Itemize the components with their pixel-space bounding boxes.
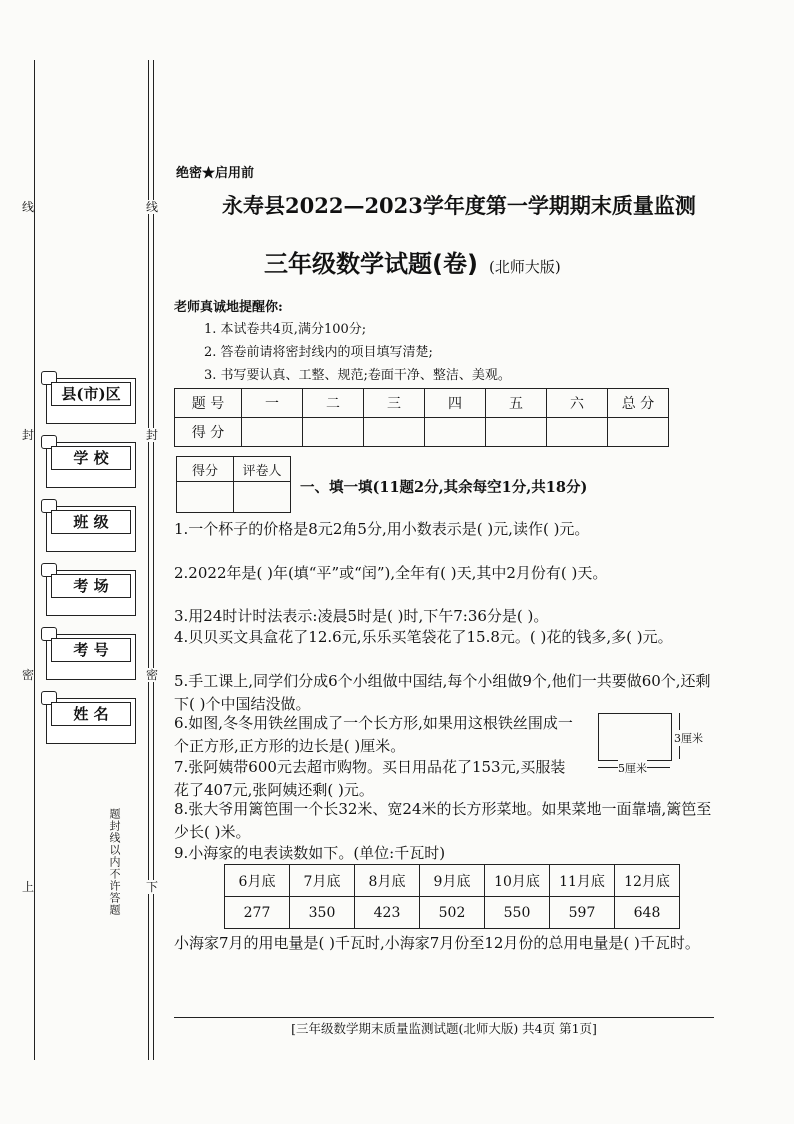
meter-reading-cell: 350 [290, 897, 355, 929]
note-2: 2. 答卷前请将密封线内的项目填写清楚; [204, 345, 433, 360]
binding-char-outer-1: 线 [22, 200, 35, 214]
grader-header-row [177, 457, 291, 482]
grader-input-row [177, 482, 291, 513]
width-label: 5厘米 [618, 762, 647, 775]
score-header-cell: 题 号 [175, 389, 242, 418]
score-row-label: 得 分 [175, 418, 242, 447]
binding-char-outer-4: 上 [22, 880, 35, 894]
note-1: 1. 本试卷共4页,满分100分; [204, 322, 367, 337]
binding-char-inner-3: 密 [146, 668, 159, 682]
score-cell[interactable] [547, 418, 608, 447]
score-cell[interactable] [242, 418, 303, 447]
question-5: 5.手工课上,同学们分成6个小组做中国结,每个小组做9个,他们一共要做60个,还剩下( )个中国结没做。 [174, 672, 711, 713]
exam-number-label: 考 号 [51, 638, 131, 662]
grader-name-cell[interactable] [234, 482, 291, 513]
meter-table [224, 864, 680, 929]
meter-month-cell: 11月底 [550, 865, 615, 897]
exam-room-label: 考 场 [51, 574, 131, 598]
question-4: 4.贝贝买文具盒花了12.6元,乐乐买笔袋花了15.8元。( )花的钱多,多( )元。 [174, 628, 673, 646]
question-1: 1.一个杯子的价格是8元2角5分,用小数表示是( )元,读作( )元。 [174, 520, 590, 538]
binding-char-inner-2: 封 [146, 428, 159, 442]
score-cell[interactable] [608, 418, 669, 447]
meter-reading-row [225, 897, 680, 929]
name-field[interactable] [46, 698, 136, 744]
score-header-cell: 五 [486, 389, 547, 418]
exam-subtitle-row [264, 244, 561, 279]
binding-char-outer-2: 封 [22, 428, 35, 442]
county-field[interactable] [46, 378, 136, 424]
grader-table [176, 456, 291, 513]
meter-month-cell: 7月底 [290, 865, 355, 897]
score-table-header-row [175, 389, 669, 418]
meter-reading-cell: 597 [550, 897, 615, 929]
county-label: 县(市)区 [51, 382, 131, 406]
score-header-cell: 总 分 [608, 389, 669, 418]
meter-reading-cell: 502 [420, 897, 485, 929]
exam-title: 永寿县2022—2023学年度第一学期期末质量监测 [222, 193, 696, 218]
score-cell[interactable] [364, 418, 425, 447]
grader-score-label: 得分 [177, 457, 234, 482]
meter-reading-cell: 277 [225, 897, 290, 929]
question-9-followup: 小海家7月的用电量是( )千瓦时,小海家7月份至12月份的总用电量是( )千瓦时。 [174, 934, 700, 952]
school-field[interactable] [46, 442, 136, 488]
class-field[interactable] [46, 506, 136, 552]
score-cell[interactable] [303, 418, 364, 447]
score-cell[interactable] [425, 418, 486, 447]
notes-heading: 老师真诚地提醒你: [174, 300, 283, 315]
grader-name-label: 评卷人 [234, 457, 291, 482]
score-header-cell: 二 [303, 389, 364, 418]
score-cell[interactable] [486, 418, 547, 447]
class-label: 班 级 [51, 510, 131, 534]
note-3: 3. 书写要认真、工整、规范;卷面干净、整洁、美观。 [204, 368, 511, 383]
score-header-cell: 六 [547, 389, 608, 418]
binding-char-inner-1: 线 [146, 200, 159, 214]
question-2: 2.2022年是( )年(填“平”或“闰”),全年有( )天,其中2月份有( )天。 [174, 564, 608, 582]
meter-reading-cell: 423 [355, 897, 420, 929]
question-6: 6.如图,冬冬用铁丝围成了一个长方形,如果用这根铁丝围成一个正方形,正方形的边长是( )厘米。 [174, 714, 573, 755]
meter-reading-cell: 550 [485, 897, 550, 929]
binding-char-inner-4: 下 [146, 880, 159, 894]
rectangle-figure [598, 713, 672, 761]
exam-edition: (北师大版) [489, 258, 561, 276]
score-header-cell: 一 [242, 389, 303, 418]
binding-warning: 题封线以内不许答题 [108, 808, 121, 916]
binding-char-outer-3: 密 [22, 668, 35, 682]
exam-room-field[interactable] [46, 570, 136, 616]
page-footer: [三年级数学期末质量监测试题(北师大版) 共4页 第1页] [174, 1017, 714, 1040]
meter-month-cell: 12月底 [615, 865, 680, 897]
height-label: 3厘米 [674, 732, 703, 745]
section-1-title: 一、填一填(11题2分,其余每空1分,共18分) [300, 479, 588, 496]
name-label: 姓 名 [51, 702, 131, 726]
meter-month-cell: 6月底 [225, 865, 290, 897]
school-label: 学 校 [51, 446, 131, 470]
score-header-cell: 三 [364, 389, 425, 418]
meter-month-cell: 8月底 [355, 865, 420, 897]
confidential-mark: 绝密★启用前 [176, 166, 255, 181]
exam-number-field[interactable] [46, 634, 136, 680]
question-9: 9.小海家的电表读数如下。(单位:千瓦时) [174, 844, 446, 862]
question-3: 3.用24时计时法表示:凌晨5时是( )时,下午7:36分是( )。 [174, 607, 549, 625]
meter-month-cell: 10月底 [485, 865, 550, 897]
grader-score-cell[interactable] [177, 482, 234, 513]
meter-reading-cell: 648 [615, 897, 680, 929]
score-table [174, 388, 669, 447]
meter-month-cell: 9月底 [420, 865, 485, 897]
exam-subtitle: 三年级数学试题(卷) [264, 250, 478, 278]
question-7: 7.张阿姨带600元去超市购物。买日用品花了153元,买服装花了407元,张阿姨还剩( )元。 [174, 758, 566, 799]
score-header-cell: 四 [425, 389, 486, 418]
question-8: 8.张大爷用篱笆围一个长32米、宽24米的长方形菜地。如果菜地一面靠墙,篱笆至少长( )米。 [174, 800, 712, 841]
score-table-score-row [175, 418, 669, 447]
meter-month-row [225, 865, 680, 897]
binding-line-outer [34, 60, 35, 1060]
